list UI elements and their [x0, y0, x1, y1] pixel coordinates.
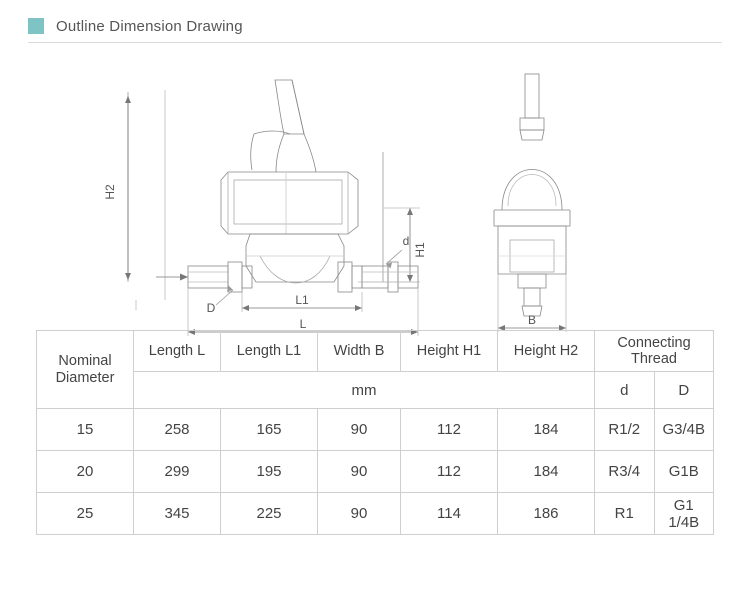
- table-unit-row: [37, 372, 714, 409]
- label-h1: H1: [413, 242, 427, 258]
- cell-nominal-diameter: 15: [37, 409, 134, 451]
- cell-length-l: 299: [134, 451, 221, 493]
- header-nominal-diameter-line1: Nominal: [58, 352, 112, 369]
- label-l1: L1: [295, 293, 309, 307]
- outline-dimension-drawing: [28, 60, 722, 331]
- unit-thread-d-cap: D: [654, 372, 714, 409]
- header-height-h1: Height H1: [401, 331, 498, 372]
- table-row: [37, 409, 714, 451]
- header-connecting-thread: Connecting Thread: [595, 331, 714, 372]
- cell-height-h1: 112: [401, 409, 498, 451]
- cell-width-b: 90: [318, 409, 401, 451]
- label-b: B: [527, 313, 537, 327]
- cell-thread-d-cap: G3/4B: [654, 409, 714, 451]
- cell-height-h1: 112: [401, 451, 498, 493]
- label-d-cap: D: [206, 301, 216, 315]
- cell-height-h2: 184: [498, 451, 595, 493]
- header-length-l1: Length L1: [221, 331, 318, 372]
- cell-length-l: 258: [134, 409, 221, 451]
- cell-thread-d-cap: G1B: [654, 451, 714, 493]
- unit-mm: mm: [134, 372, 595, 409]
- table-header-row: [37, 331, 714, 372]
- table-row: [37, 493, 714, 535]
- table-head: [37, 331, 714, 409]
- header-length-l: Length L: [134, 331, 221, 372]
- header-nominal-diameter: [37, 331, 134, 409]
- cell-thread-d-small: R1/2: [595, 409, 655, 451]
- cell-height-h2: 184: [498, 409, 595, 451]
- label-d-small: d: [402, 234, 410, 248]
- cell-height-h2: 186: [498, 493, 595, 535]
- cell-nominal-diameter: 25: [37, 493, 134, 535]
- cell-length-l: 345: [134, 493, 221, 535]
- unit-thread-d-small: d: [595, 372, 655, 409]
- header-nominal-diameter-line2: Diameter: [55, 369, 115, 386]
- header-height-h2: Height H2: [498, 331, 595, 372]
- cell-width-b: 90: [318, 493, 401, 535]
- table-row: [37, 451, 714, 493]
- cell-length-l1: 225: [221, 493, 318, 535]
- cell-length-l1: 195: [221, 451, 318, 493]
- header-marker-icon: [28, 18, 44, 34]
- dimension-table: [36, 330, 714, 535]
- section-header: [28, 10, 722, 43]
- cell-height-h1: 114: [401, 493, 498, 535]
- cell-thread-d-small: R1: [595, 493, 655, 535]
- cell-length-l1: 165: [221, 409, 318, 451]
- header-width-b: Width B: [318, 331, 401, 372]
- table-body: [37, 409, 714, 535]
- cell-thread-d-cap: G1 1/4B: [654, 493, 714, 535]
- page-title: Outline Dimension Drawing: [56, 17, 243, 35]
- cell-thread-d-small: R3/4: [595, 451, 655, 493]
- label-h2: H2: [103, 184, 117, 200]
- cell-width-b: 90: [318, 451, 401, 493]
- label-l: L: [299, 317, 307, 331]
- cell-nominal-diameter: 20: [37, 451, 134, 493]
